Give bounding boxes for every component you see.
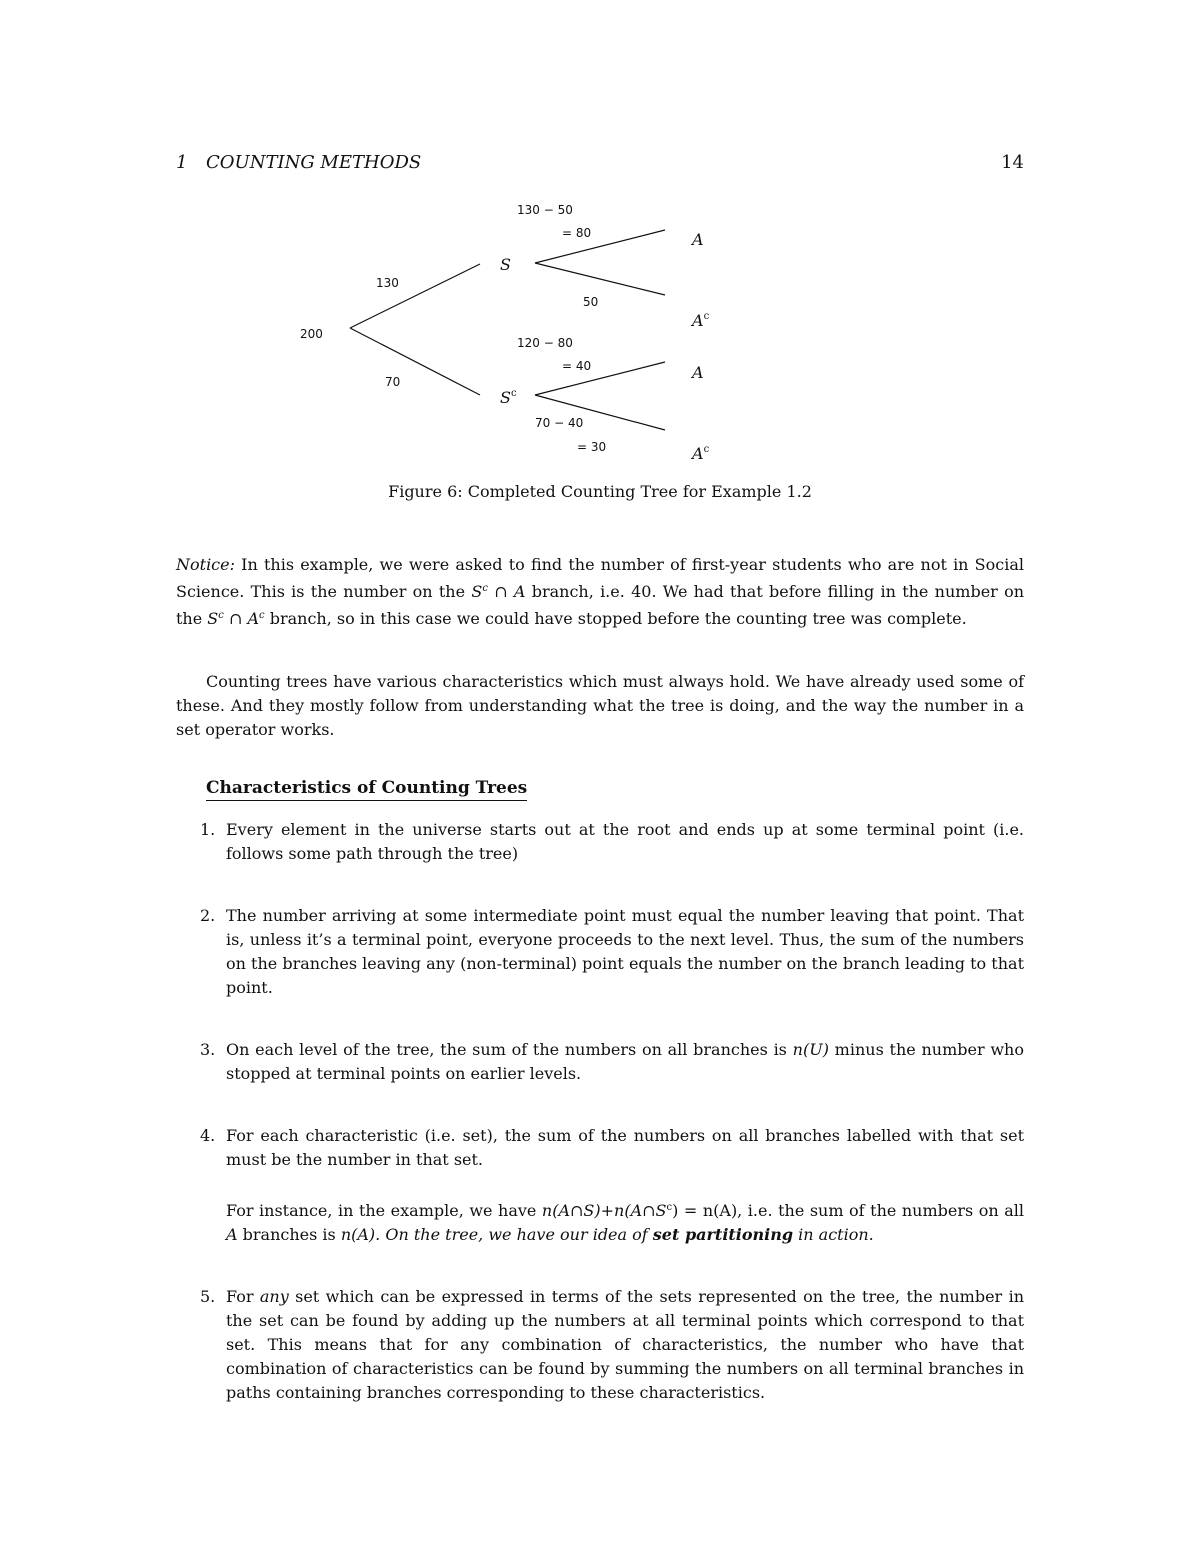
leaf-Ac-bottom: $A^c$	[692, 444, 710, 463]
leaf-A-bottom: A	[692, 363, 704, 382]
branch-Sc-count: 70	[385, 375, 401, 389]
chapter-number: 1	[176, 152, 188, 173]
leaf-A-top: A	[692, 230, 704, 249]
branch-ScA-expr: 120 − 80	[517, 336, 573, 350]
list-item: 3. On each level of the tree, the sum of the numbers on all branches is n(U) minus the number who stopped at terminal points on earlier levels.	[200, 1040, 1024, 1083]
notice-text-1: In this example, we were asked to find the number of first-year students who are not in Social Science. This is the number on the	[176, 555, 1024, 601]
math-Sc-cap-Ac: $S^c$ ∩ $A^c$	[207, 609, 265, 628]
branch-SAc-value: 50	[583, 295, 599, 309]
branch-S-count: 130	[376, 276, 399, 290]
node-S: S	[500, 255, 511, 274]
branch-ScAc-expr: 70 − 40	[535, 416, 584, 430]
branch-ScA-value: = 40	[562, 359, 592, 373]
node-Sc: $S^c$	[500, 388, 517, 407]
list-item: 4. For each characteristic (i.e. set), the sum of the numbers on all branches labelled with that set must be the number in that set. For instance, in the example, we have $n(A\cap S)+n(A\cap S^c) = n(A)$, i.e. the sum of the numbers on all A branches is n(A). On the tree, we have our idea of set partitioning in action.	[176, 1124, 1024, 1247]
branch-SA-expr: 130 − 50	[517, 203, 573, 217]
page-number: 14	[1001, 152, 1024, 173]
branch-Sc-A	[535, 362, 665, 395]
characteristics-list	[176, 818, 1024, 1443]
leaf-Ac-top: $A^c$	[692, 311, 710, 330]
branch-root-S	[350, 264, 480, 328]
root-count: 200	[300, 327, 323, 341]
list-item: 1. Every element in the universe starts out at the root and ends up at some terminal point (i.e. follows some path through the tree)	[200, 820, 1024, 863]
list-item: 5. For any set which can be expressed in terms of the sets represented on the tree, the number in the set can be found by adding up the numbers at all terminal points which correspond to that set. This means that for any combination of characteristics, the number who have that combination of characteristics can be found by summing the numbers on all terminal branches in paths containing branches corresponding to these characteristics.	[200, 1287, 1024, 1402]
notice-paragraph	[176, 553, 1024, 631]
branch-S-Ac	[535, 263, 665, 295]
page-header	[176, 152, 1024, 176]
notice-text-3: branch, so in this case we could have stopped before the counting tree was complete.	[264, 609, 967, 628]
figure-caption: Figure 6: Completed Counting Tree for Example 1.2	[388, 482, 812, 501]
branch-S-A	[535, 230, 665, 263]
section-heading: Characteristics of Counting Trees	[206, 778, 527, 801]
math-Sc-cap-A: $S^c$ ∩ A	[471, 582, 526, 601]
branch-ScAc-value: = 30	[577, 440, 607, 454]
notice-text-2: branch, i.e. 40. We had that before filling in the number on the	[176, 582, 1025, 628]
chapter-title: COUNTING METHODS	[206, 152, 422, 173]
counting-tree-diagram	[0, 190, 1200, 480]
branch-root-Sc	[350, 328, 480, 395]
characteristics-intro-paragraph: Counting trees have various characteristics which must always hold. We have already used some of these. And they mostly follow from understanding what the tree is doing, and the way the number in a set operator works.	[176, 672, 1024, 739]
notice-label: Notice:	[176, 555, 235, 574]
branch-SA-value: = 80	[562, 226, 592, 240]
list-item: 2. The number arriving at some intermediate point must equal the number leaving that point. That is, unless it’s a terminal point, everyone proceeds to the next level. Thus, the sum of the numbers on the branches leaving any (non-terminal) point equals the number on the branch leading to that point.	[200, 906, 1024, 997]
list-item-example: For instance, in the example, we have $n(A\cap S)+n(A\cap S^c) = n(A)$, i.e. the sum of the numbers on all A branches is n(A). On the tree, we have our idea of set partitioning in action.	[226, 1201, 1024, 1244]
